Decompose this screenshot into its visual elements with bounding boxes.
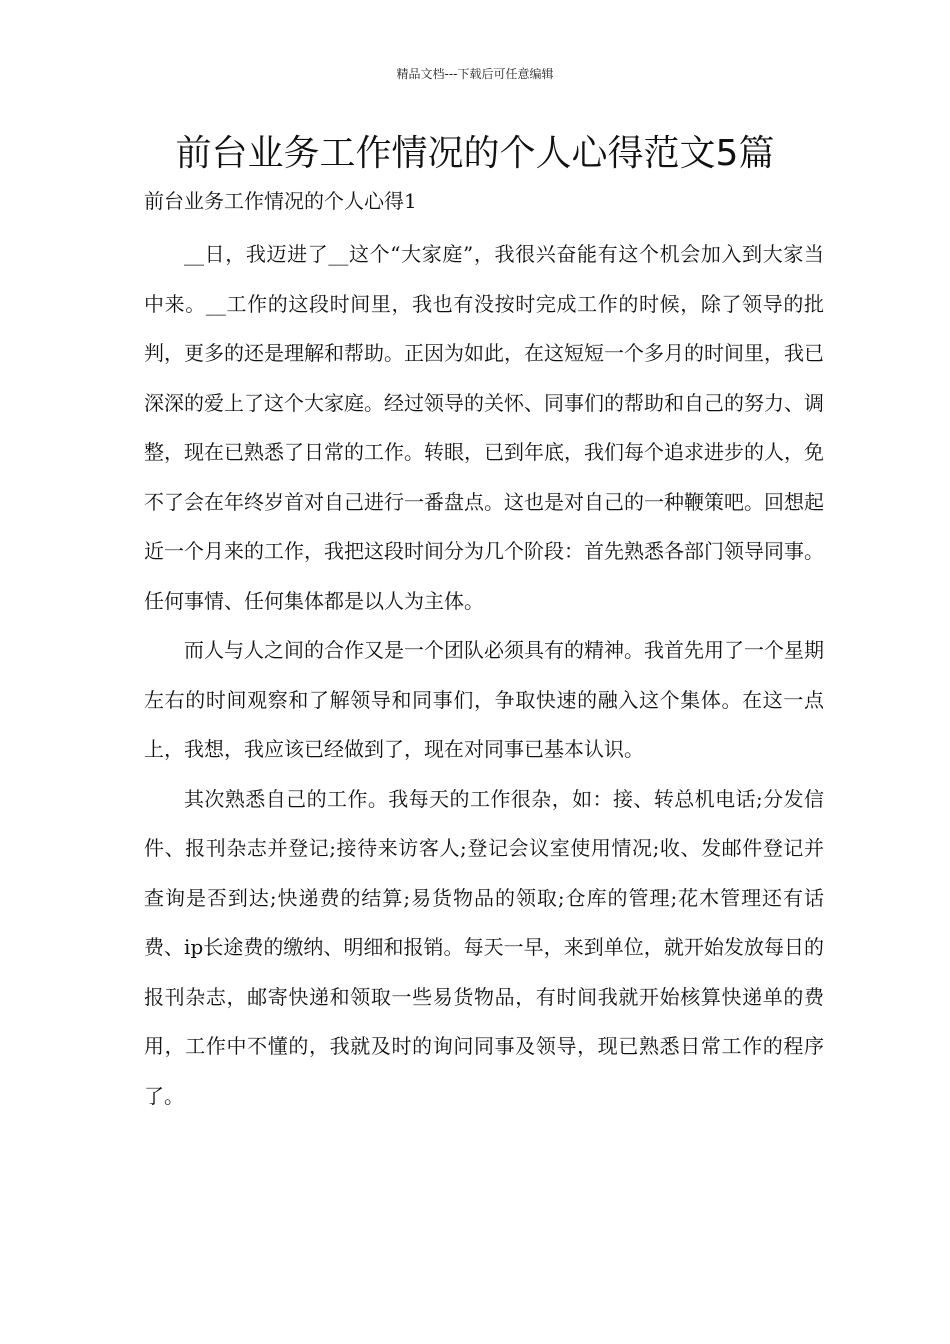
paragraph-2: 而人与人之间的合作又是一个团队必须具有的精神。我首先用了一个星期左右的时间观察和了解领导和同事们，争取快速的融入这个集体。在这一点上，我想，我应该已经做到了，现在对同事已基本认识。 (144, 638, 824, 761)
paragraph-3: 其次熟悉自己的工作。我每天的工作很杂，如：接、转总机电话;分发信件、报刊杂志并登记;接待来访客人;登记会议室使用情况;收、发邮件登记并查询是否到达;快递费的结算;易货物品的领取;仓库的管理;花木管理还有话费、ip长途费的缴纳、明细和报销。每天一早，来到单位，就开始发放每日的报刊杂志，邮寄快递和领取一些易货物品，有时间我就开始核算快递单的费用，工作中不懂的，我就及时的询问同事及领导，现已熟悉日常工作的程序了。 (144, 786, 824, 1108)
header-note: 精品文档---下载后可任意编辑 (396, 67, 554, 81)
paragraph-1: __日，我迈进了__这个“大家庭”，我很兴奋能有这个机会加入到大家当中来。__工作的这段时间里，我也有没按时完成工作的时候，除了领导的批判，更多的还是理解和帮助。正因为如此，在这短短一个多月的时间里，我已深深的爱上了这个大家庭。经过领导的关怀、同事们的帮助和自己的努力、调整，现在已熟悉了日常的工作。转眼，已到年底，我们每个追求进步的人，免不了会在年终岁首对自己进行一番盘点。这也是对自己的一种鞭策吧。回想起近一个月来的工作，我把这段时间分为几个阶段：首先熟悉各部门领导同事。任何事情、任何集体都是以人为主体。 (144, 242, 824, 613)
section-heading: 前台业务工作情况的个人心得1 (144, 189, 417, 213)
body-text (144, 230, 824, 1121)
document-title: 前台业务工作情况的个人心得范文5篇 (175, 133, 775, 174)
